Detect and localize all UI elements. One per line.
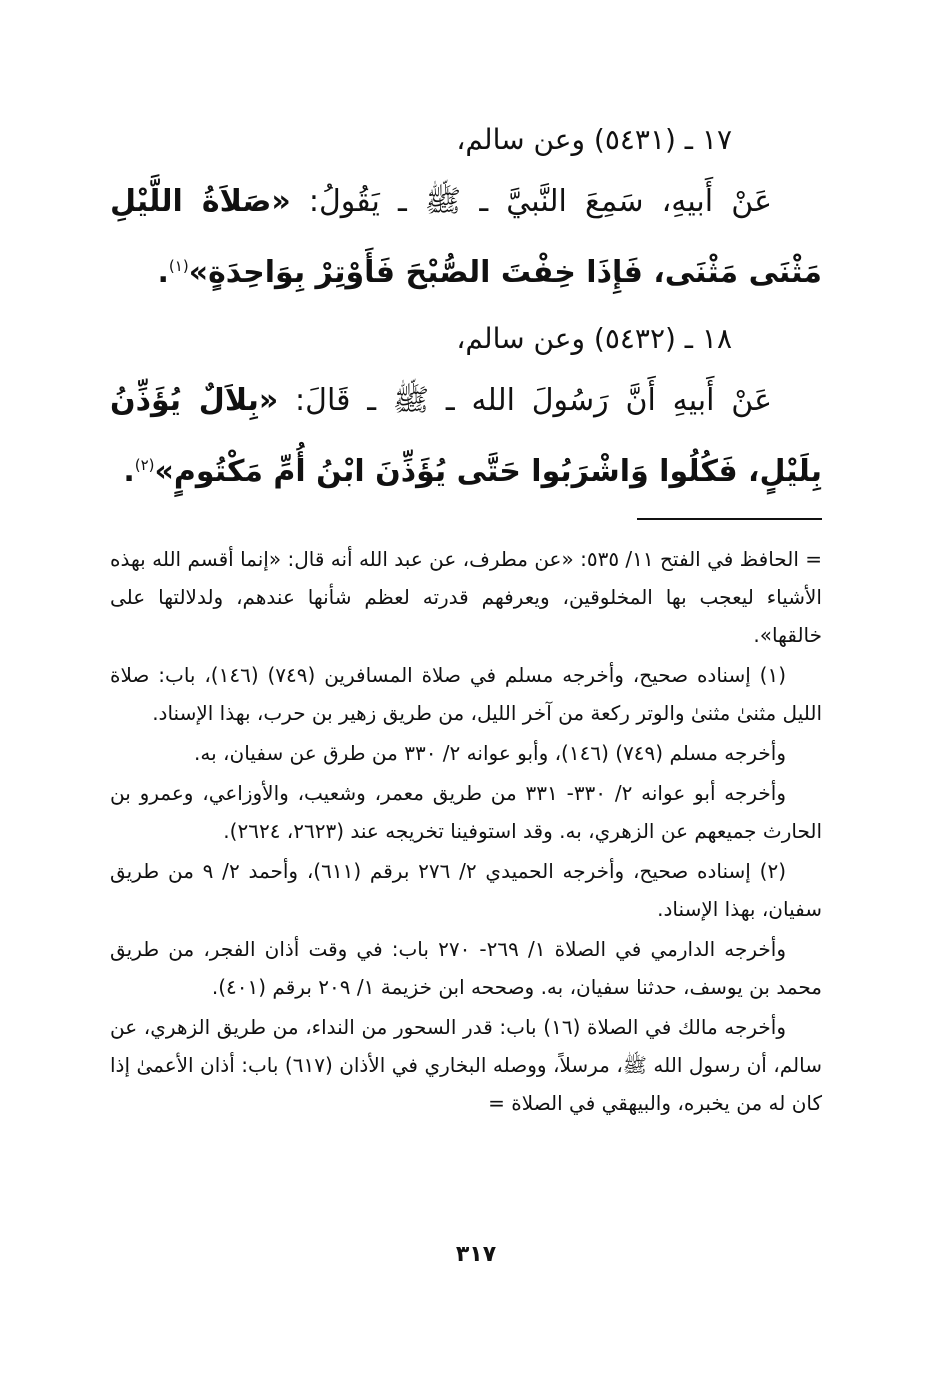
page-number: ٣١٧: [455, 1242, 497, 1267]
hadith-18: [110, 319, 822, 504]
hadith-17: [110, 120, 822, 305]
page-content: [110, 120, 822, 1124]
hadith-heading: ١٨ ـ (٥٤٣٢) وعن سالم،: [456, 322, 732, 355]
hadith-heading: ١٧ ـ (٥٤٣١) وعن سالم،: [456, 123, 732, 156]
footnote-paragraph: وأخرجه أبو عوانه ٢/ ٣٣٠- ٣٣١ من طريق معمر، وشعيب، والأوزاعي، وعمرو بن الحارث جميعهم عن الزهري، به. وقد استوفينا تخريجه عند (٢٦٢٣، ٢٦٢٤).: [110, 781, 822, 843]
footnote-paragraph: وأخرجه مسلم (٧٤٩) (١٤٦)، وأبو عوانه ٢/ ٣٣٠ من طرق عن سفيان، به.: [194, 741, 786, 765]
footnote-2: (٢) إسناده صحيح، وأخرجه الحميدي ٢/ ٢٧٦ برقم (٦١١)، وأحمد ٢/ ٩ من طريق سفيان، بهذا الإسناد.: [110, 859, 822, 921]
hadith-body: [110, 170, 822, 305]
footnote-ref: (١): [168, 257, 189, 275]
hadith-end: .: [123, 454, 135, 489]
footnote-ref: (٢): [134, 456, 155, 474]
hadith-intro: عَنْ أَبيهِ، سَمِعَ النَّبيَّ ـ ﷺ ـ يَقُولُ:: [290, 184, 773, 219]
hadith-end: .: [157, 255, 169, 290]
hadith-quote: «صَلاَةُ اللَّيْلِ مَثْنَى مَثْنَى، فَإِذَا خِفْتَ الصُّبْحَ فَأَوْتِرْ بِوَاحِدَةٍ»: [110, 184, 822, 290]
footnotes: [110, 540, 822, 1122]
hadith-body: [110, 369, 822, 504]
footnote-paragraph: وأخرجه مالك في الصلاة (١٦) باب: قدر السحور من النداء، من طريق الزهري، عن سالم، أن رسول الله ﷺ، مرسلاً، ووصله البخاري في الأذان (٦١٧) باب: أذان الأعمىٰ إذا كان له من يخبره، والبيهقي في الصلاة =: [110, 1015, 822, 1115]
hadith-quote: «بِلاَلٌ يُؤَذِّنُ بِلَيْلٍ، فَكُلُوا وَاشْرَبُوا حَتَّى يُؤَذِّنَ ابْنُ أُمِّ مَكْتُومٍ»: [110, 383, 822, 489]
footnote-separator: [637, 518, 822, 520]
hadith-intro: عَنْ أَبيهِ أَنَّ رَسُولَ الله ـ ﷺ ـ قَالَ:: [278, 383, 772, 418]
footnote-paragraph: وأخرجه الدارمي في الصلاة ١/ ٢٦٩- ٢٧٠ باب: في وقت أذان الفجر، من طريق محمد بن يوسف، حدثنا سفيان، به. وصححه ابن خزيمة ١/ ٢٠٩ برقم (٤٠١).: [110, 937, 822, 999]
footnote-continuation: = الحافظ في الفتح ١١/ ٥٣٥: «عن مطرف، عن عبد الله أنه قال: «إنما أقسم الله بهذه الأشياء ليعجب بها المخلوقين، ويعرفهم قدرته لعظم شأنها عندهم، ولدلالتها على خالقها».: [109, 547, 822, 647]
footnote-1: (١) إسناده صحيح، وأخرجه مسلم في صلاة المسافرين (٧٤٩) (١٤٦)، باب: صلاة الليل مثنىٰ مثنىٰ والوتر ركعة من آخر الليل، من طريق زهير بن حرب، بهذا الإسناد.: [110, 663, 822, 725]
